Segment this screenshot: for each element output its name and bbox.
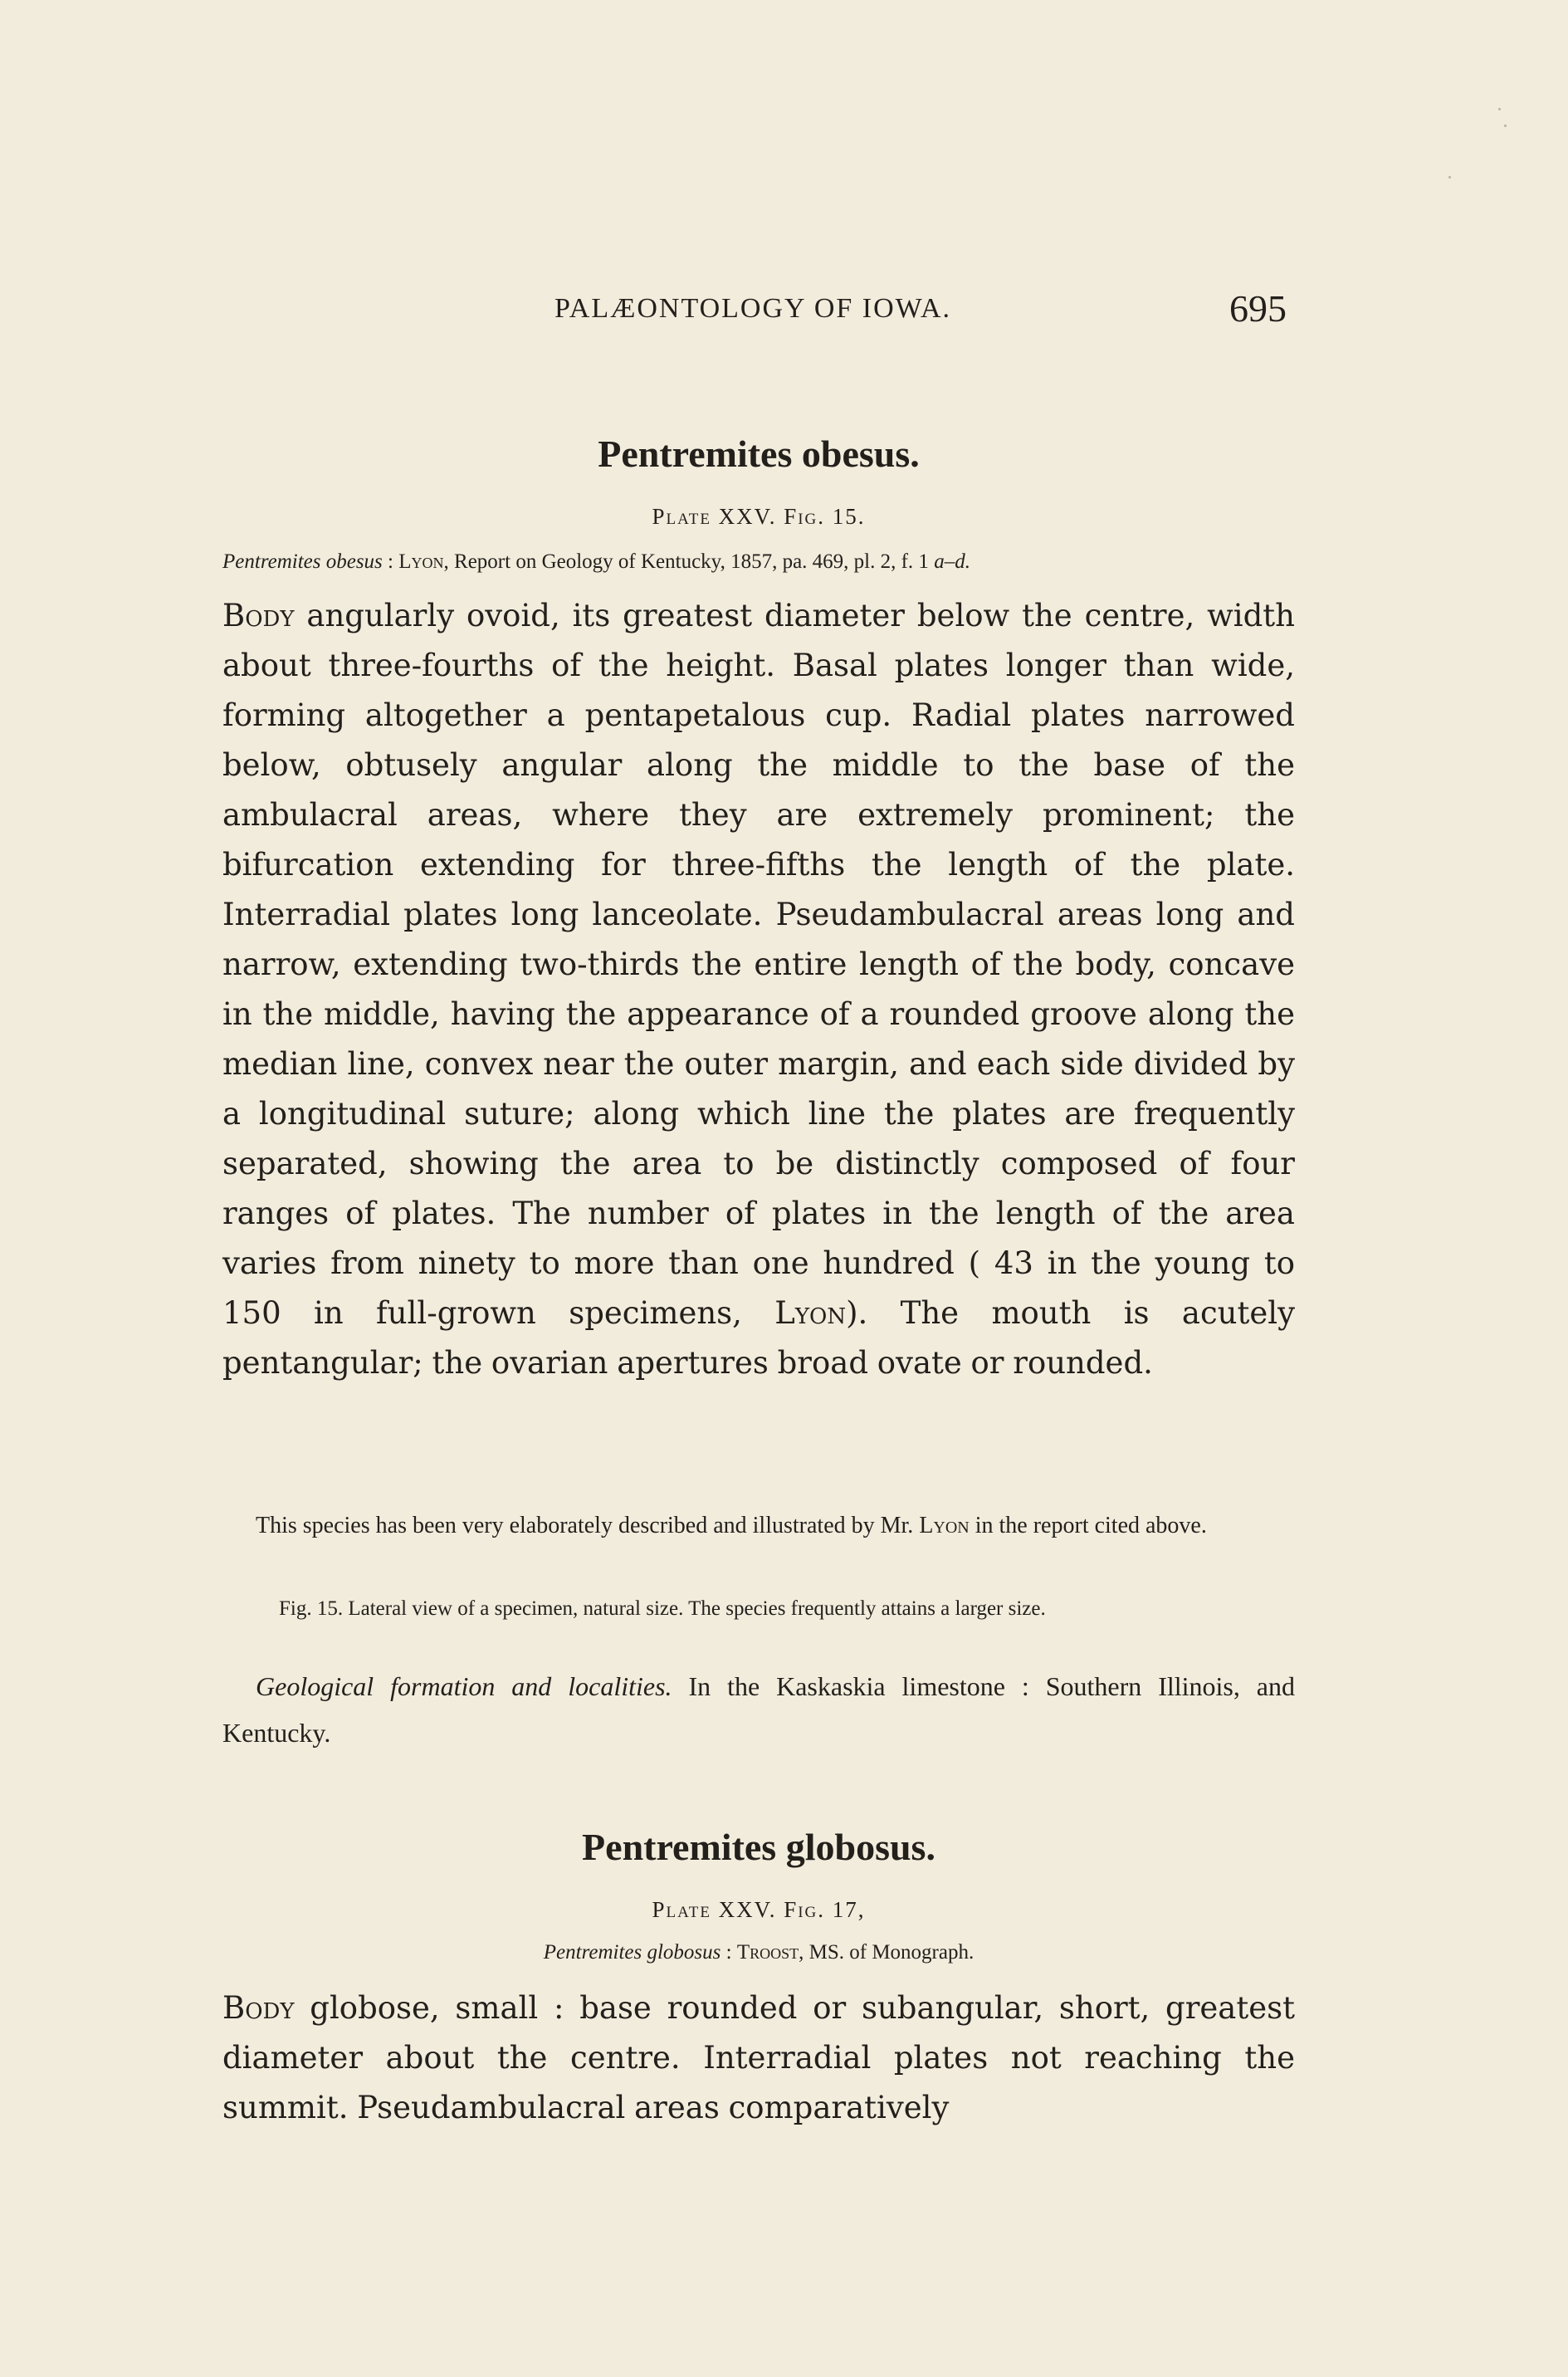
species-description [222, 1983, 1295, 2133]
synonymy-figures: a–d. [934, 550, 970, 573]
note-wrap [222, 1507, 1295, 1545]
description-wrap [222, 591, 1295, 1388]
note-text: This species has been very elaborately described and illustrated by Mr. [256, 1513, 920, 1538]
note-end: in the report cited above. [969, 1513, 1207, 1538]
species-note [222, 1507, 1295, 1545]
synonymy-separator: : [720, 1941, 737, 1964]
description-end: ). The mouth is acutely pentangular; the ovarian apertures broad ovate or rounded. [222, 1295, 1296, 1381]
running-title: PALÆONTOLOGY OF IOWA. [554, 293, 952, 324]
synonymy-separator: : [382, 550, 399, 573]
description-lead: Body [222, 1990, 295, 2026]
paper-speck [1504, 125, 1507, 127]
page-number: 695 [1229, 287, 1287, 330]
synonymy-line [222, 1941, 1295, 1964]
localities-paragraph [222, 1663, 1295, 1756]
localities-label: Geological formation and localities. [256, 1671, 672, 1701]
description-text: angularly ovoid, its greatest diameter below the centre, width about three-fourths of the height. Basal plates longer than wide, forming altogether a pentapetalous cup. Radial plates narrowed below, obtusely angular along the middle to the base of the ambulacral areas, where they are extremely prominent; the bifurcation extending for three-fifths the length of the plate. Interradial plates long lanceolate. Pseudambulacral areas long and narrow, extending two-thirds the entire length of the body, concave in the middle, having the appearance of a rounded groove along the median line, convex near the outer margin, and each side divided by a longitudinal suture; along which line the plates are frequently separated, showing the area to be distinctly composed of four ranges of plates. The number of plates in the length of the area varies from ninety to more than one hundred ( 43 in the young to 150 in full-grown specimens, [222, 598, 1295, 1331]
plate-reference: Plate XXV. Fig. 17, [652, 1897, 866, 1922]
species-section [222, 1825, 1295, 1869]
species-title: Pentremites obesus. [598, 433, 920, 475]
caption-wrap [222, 1594, 1295, 1624]
synonymy-line [222, 550, 1295, 574]
localities-text: In the Kaskaskia limestone : Southern Illinois, and Kentucky. [222, 1671, 1296, 1748]
synonymy-author: Troost [736, 1941, 799, 1964]
description-lead: Body [222, 598, 295, 633]
figure-caption: Fig. 15. Lateral view of a specimen, natural size. The species frequently attains a larger size. [279, 1597, 1046, 1620]
paper-speck [1448, 176, 1451, 179]
species-title: Pentremites globosus. [582, 1826, 935, 1868]
synonymy-species: Pentremites globosus [543, 1941, 721, 1964]
synonymy-author: Lyon [398, 550, 444, 573]
running-head [222, 286, 1295, 336]
note-author: Lyon [919, 1513, 970, 1538]
paper-speck [1498, 108, 1501, 110]
synonymy-wrap [222, 550, 1295, 574]
plate-reference: Plate XXV. Fig. 15. [652, 504, 866, 529]
localities-wrap [222, 1663, 1295, 1756]
synonymy-citation: , Report on Geology of Kentucky, 1857, pa. 469, pl. 2, f. 1 [443, 550, 935, 573]
synonymy-wrap [222, 1941, 1295, 1964]
synonymy-citation: , MS. of Monograph. [799, 1941, 975, 1964]
description-wrap [222, 1983, 1295, 2133]
species-section [222, 432, 1295, 476]
description-author: Lyon [774, 1295, 847, 1331]
plate-ref-wrap [222, 1897, 1295, 1923]
description-text: globose, small : base rounded or subangular, short, greatest diameter about the centre. Interradial plates not reaching the summit. Pseudambulacral areas comparatively [222, 1990, 1295, 2125]
species-description [222, 591, 1295, 1388]
plate-ref-wrap [222, 504, 1295, 530]
synonymy-species: Pentremites obesus [222, 550, 383, 573]
